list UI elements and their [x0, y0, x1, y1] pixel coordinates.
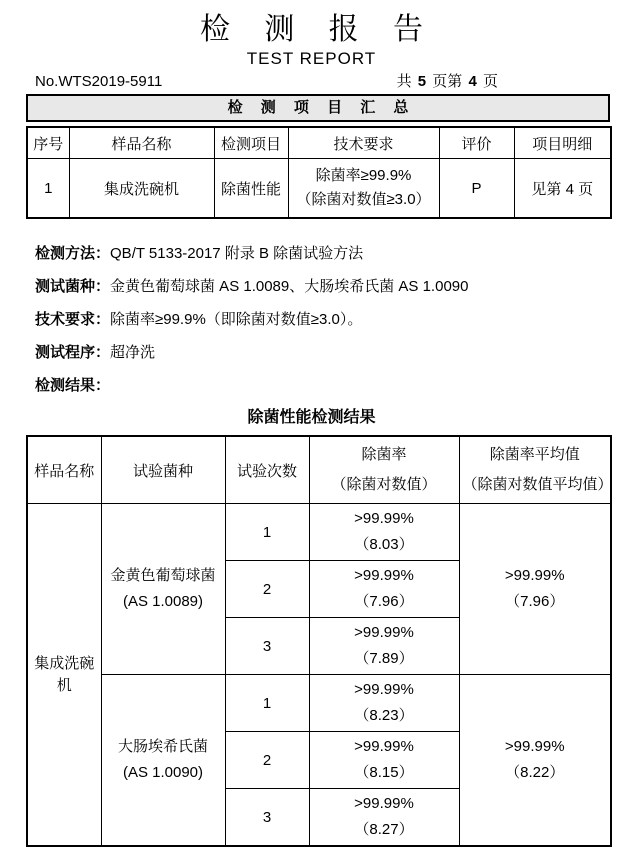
trial-number: 2: [225, 732, 309, 789]
summary-col-evaluation: 评价: [439, 127, 514, 159]
rate-cell: [309, 732, 459, 789]
rate-value: >99.99%: [354, 567, 414, 584]
report-number: No.WTS2019-5911: [35, 73, 163, 90]
rate-log-value: （8.15）: [354, 764, 414, 781]
rate-log-value: （8.27）: [354, 821, 414, 838]
summary-cell-item: 除菌性能: [214, 159, 288, 219]
results-col-strain: 试验菌种: [101, 436, 225, 504]
info-line-test-program: [35, 343, 595, 363]
rate-log-value: （7.96）: [354, 593, 414, 610]
info-label-requirement: 技术要求：: [35, 311, 111, 328]
results-col-average: [459, 436, 611, 504]
strain-1-name: 金黄色葡萄球菌: [110, 567, 216, 584]
rate-value: >99.99%: [354, 795, 414, 812]
trial-number: 1: [225, 675, 309, 732]
rate-cell: [309, 675, 459, 732]
info-text-test-program: 超净洗: [110, 344, 156, 361]
report-meta-row: [35, 72, 610, 91]
trial-number: 2: [225, 561, 309, 618]
rate-value: >99.99%: [354, 510, 414, 527]
info-line-test-strains: [35, 277, 595, 297]
results-col-rate: [309, 436, 459, 504]
requirement-line2: （除菌对数值≥3.0）: [296, 191, 431, 208]
page-info-suffix: 页: [482, 73, 498, 90]
info-label-test-method: 检测方法：: [35, 245, 111, 262]
results-table-title: 除菌性能检测结果: [247, 409, 376, 426]
results-col-average-line1: 除菌率平均值: [489, 446, 580, 463]
info-line-requirement: [35, 310, 595, 330]
results-cell-strain-2: [101, 675, 225, 847]
summary-col-detail: 项目明细: [514, 127, 611, 159]
rate-cell: [309, 504, 459, 561]
page-info: [397, 72, 498, 91]
results-col-trial: 试验次数: [225, 436, 309, 504]
rate-value: >99.99%: [354, 624, 414, 641]
info-line-test-result: [35, 376, 595, 396]
results-cell-strain-1: [101, 504, 225, 675]
results-cell-sample: [27, 504, 101, 847]
results-table: [26, 435, 612, 847]
average-value-1: >99.99%: [504, 567, 565, 584]
rate-log-value: （8.03）: [354, 536, 414, 553]
summary-cell-requirement: [288, 159, 439, 219]
results-cell-average-1: [459, 504, 611, 675]
summary-table-title: 检 测 项 目 汇 总: [227, 99, 416, 116]
summary-col-item: 检测项目: [214, 127, 288, 159]
info-text-requirement: 除菌率≥99.9%（即除菌对数值≥3.0）。: [110, 311, 363, 328]
info-block: [35, 244, 595, 396]
summary-cell-sample: 集成洗碗机: [69, 159, 214, 219]
summary-header-row: [27, 127, 611, 159]
summary-col-seq: 序号: [27, 127, 69, 159]
results-col-rate-line1: 除菌率: [361, 446, 407, 463]
info-line-test-method: [35, 244, 595, 264]
rate-value: >99.99%: [354, 681, 414, 698]
results-row-g1-t1: [27, 504, 611, 561]
results-col-sample: 样品名称: [27, 436, 101, 504]
summary-table: [26, 126, 612, 219]
trial-number: 1: [225, 504, 309, 561]
page-info-prefix: 共: [396, 73, 412, 90]
page-info-middle: 页第: [432, 73, 463, 90]
summary-data-row: [27, 159, 611, 219]
info-text-test-method: QB/T 5133-2017 附录 B 除菌试验方法: [110, 245, 364, 262]
strain-1-code: (AS 1.0089): [122, 593, 204, 610]
sample-name: 集成洗碗机: [34, 654, 95, 694]
trial-number: 3: [225, 789, 309, 847]
results-row-g2-t1: [27, 675, 611, 732]
rate-cell: [309, 618, 459, 675]
summary-col-requirement: 技术要求: [288, 127, 439, 159]
results-header-row: [27, 436, 611, 504]
page-info-current: 4: [468, 73, 477, 90]
rate-cell: [309, 561, 459, 618]
page-info-total: 5: [417, 73, 427, 90]
summary-table-title-bar: [26, 94, 610, 122]
rate-log-value: （7.89）: [354, 650, 414, 667]
rate-value: >99.99%: [354, 738, 414, 755]
info-label-test-strains: 测试菌种：: [35, 278, 111, 295]
trial-number: 3: [225, 618, 309, 675]
page-title: 检 测 报 告: [199, 13, 436, 46]
results-col-average-line2: （除菌对数值平均值）: [462, 476, 613, 493]
summary-cell-seq: 1: [27, 159, 69, 219]
average-log-value-1: （7.96）: [505, 593, 565, 610]
rate-log-value: （8.23）: [354, 707, 414, 724]
summary-cell-detail: 见第 4 页: [514, 159, 611, 219]
info-text-test-strains: 金黄色葡萄球菌 AS 1.0089、大肠埃希氏菌 AS 1.0090: [110, 278, 469, 295]
average-value-2: >99.99%: [504, 738, 565, 755]
requirement-line1: 除菌率≥99.9%: [315, 167, 412, 184]
results-col-rate-line2: （除菌对数值）: [331, 476, 437, 493]
strain-2-name: 大肠埃希氏菌: [117, 738, 208, 755]
info-label-test-result: 检测结果：: [35, 377, 111, 394]
strain-2-code: (AS 1.0090): [122, 764, 204, 781]
average-log-value-2: （8.22）: [505, 764, 565, 781]
info-label-test-program: 测试程序：: [35, 344, 111, 361]
rate-cell: [309, 789, 459, 847]
page-subtitle: TEST REPORT: [246, 49, 377, 68]
summary-col-sample: 样品名称: [69, 127, 214, 159]
summary-cell-evaluation: P: [439, 159, 514, 219]
results-cell-average-2: [459, 675, 611, 847]
